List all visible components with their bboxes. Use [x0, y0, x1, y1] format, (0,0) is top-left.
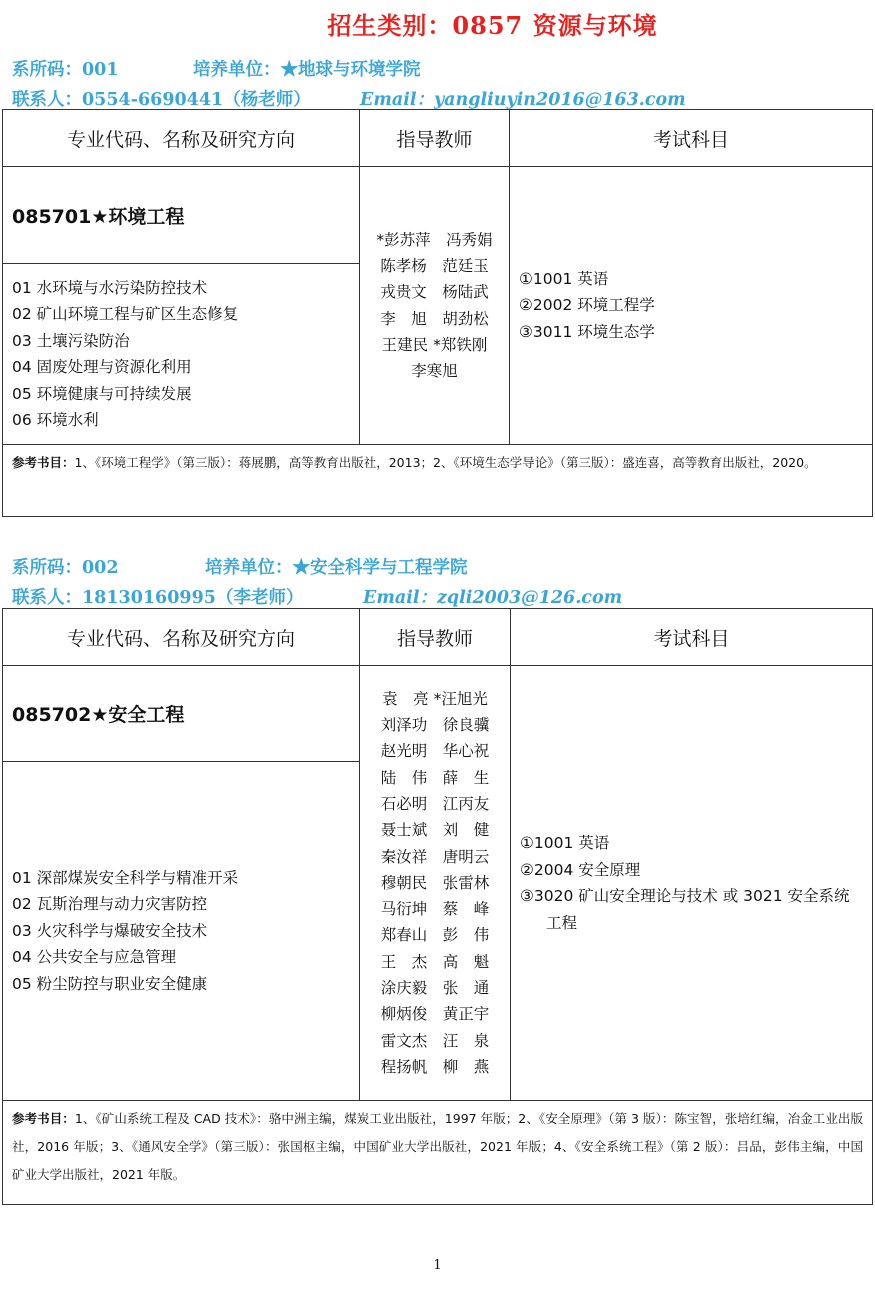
exam-item: ①1001 英语	[520, 834, 610, 852]
header-major: 专业代码、名称及研究方向	[3, 609, 360, 666]
header-major: 专业代码、名称及研究方向	[3, 110, 360, 167]
program-table-2	[2, 608, 873, 1205]
teacher-row: 赵光明 华心祝	[380, 742, 490, 761]
direction-item: 01 水环境与水污染防控技术	[12, 278, 208, 297]
reference-text: 1、《矿山系统工程及 CAD 技术》：骆中洲主编，煤炭工业出版社，1997 年版；2、《安全原理》（第 3 版）：陈宝智，张培红编，冶金工业出版社，2016 年版；3、《通风安全学》（第三版）：张国枢主编，中国矿业大学出版社，2021 年版；4、《安全系统工程》（第 2 版）：吕品，彭伟主编，中国矿业大学出版社，2021 年版。	[12, 1111, 863, 1182]
dept-code: 系所码：002	[12, 558, 119, 578]
teacher-row: 雷文杰 汪 泉	[380, 1031, 490, 1050]
major-code: 085701★环境工程	[3, 167, 360, 264]
teacher-row: 陈孝杨 范廷玉	[380, 256, 489, 275]
reference-label: 参考书目：	[12, 455, 75, 470]
teacher-row: 王建民 *郑铁刚	[381, 335, 488, 354]
email: Email：zqli2003@126.com	[363, 588, 623, 608]
contact: 联系人：0554-6690441（杨老师）	[12, 90, 311, 110]
teacher-row: 陆 伟 薛 生	[380, 768, 490, 787]
teacher-row: 戎贵文 杨陆武	[380, 283, 489, 302]
teacher-row: 王 杰 高 魁	[380, 952, 490, 971]
teacher-row: 柳炳俊 黄正宇	[380, 1005, 490, 1024]
direction-item: 04 固废处理与资源化利用	[12, 358, 192, 376]
reference-text: 1、《环境工程学》（第三版）：蒋展鹏，高等教育出版社，2013；2、《环境生态学导论》（第三版）：盛连喜，高等教育出版社，2020。	[74, 455, 817, 470]
exam-item: ②2004 安全原理	[520, 860, 641, 879]
teacher-row: 聂士斌 刘 健	[380, 821, 490, 840]
direction-item: 03 火灾科学与爆破安全技术	[12, 921, 208, 940]
major-code: 085702★安全工程	[3, 666, 360, 762]
direction-list	[3, 264, 360, 445]
exam-item: ①1001 英语	[519, 269, 609, 288]
teacher-row: 马衍坤 蔡 峰	[380, 900, 490, 919]
reference-books	[3, 1101, 873, 1205]
direction-item: 04 公共安全与应急管理	[12, 948, 177, 967]
teacher-row: 程扬帆 柳 燕	[380, 1057, 490, 1076]
teacher-row: 郑春山 彭 伟	[380, 926, 490, 945]
exam-list	[510, 167, 873, 445]
header-exams: 考试科目	[510, 110, 873, 167]
teacher-row: *彭苏萍 冯秀娟	[376, 230, 493, 249]
reference-label: 参考书目：	[12, 1111, 75, 1126]
exam-list	[511, 666, 873, 1101]
header-exams: 考试科目	[511, 609, 873, 666]
teacher-row: 李 旭 胡劲松	[380, 309, 489, 328]
exam-item: ③3011 环境生态学	[519, 322, 655, 341]
teacher-row: 涂庆毅 张 通	[380, 979, 490, 998]
teacher-row: 刘泽功 徐良骥	[380, 716, 490, 735]
direction-item: 05 环境健康与可持续发展	[12, 384, 192, 403]
reference-books	[3, 445, 873, 517]
training-unit: 培养单位：★地球与环境学院	[193, 60, 421, 80]
direction-item: 03 土壤污染防治	[12, 331, 130, 350]
program-table-1	[2, 109, 873, 517]
direction-list	[3, 762, 360, 1101]
training-unit: 培养单位：★安全科学与工程学院	[205, 558, 468, 578]
teacher-list	[360, 167, 510, 445]
direction-item: 06 环境水利	[12, 411, 99, 429]
teacher-row: 秦汝祥 唐明云	[380, 847, 490, 866]
direction-item: 02 矿山环境工程与矿区生态修复	[12, 305, 239, 323]
teacher-row: 石必明 江丙友	[380, 794, 490, 813]
direction-item: 01 深部煤炭安全科学与精准开采	[12, 868, 239, 887]
direction-item: 02 瓦斯治理与动力灾害防控	[12, 895, 208, 914]
page-title: 招生类别：0857 资源与环境	[327, 11, 658, 40]
header-teachers: 指导教师	[360, 609, 511, 666]
page-number: 1	[433, 1258, 442, 1273]
exam-item: ③3020 矿山安全理论与技术 或 3021 安全系统工程	[520, 887, 850, 932]
email: Email：yangliuyin2016@163.com	[360, 90, 686, 110]
teacher-list	[360, 666, 511, 1101]
header-teachers: 指导教师	[360, 110, 510, 167]
direction-item: 05 粉尘防控与职业安全健康	[12, 974, 208, 993]
dept-code: 系所码：001	[12, 60, 119, 80]
teacher-row: 袁 亮 *汪旭光	[382, 689, 488, 708]
exam-item: ②2002 环境工程学	[519, 296, 655, 315]
contact: 联系人：18130160995（李老师）	[12, 588, 304, 608]
teacher-row: 李寒旭	[411, 362, 458, 381]
teacher-row: 穆朝民 张雷林	[380, 873, 490, 892]
